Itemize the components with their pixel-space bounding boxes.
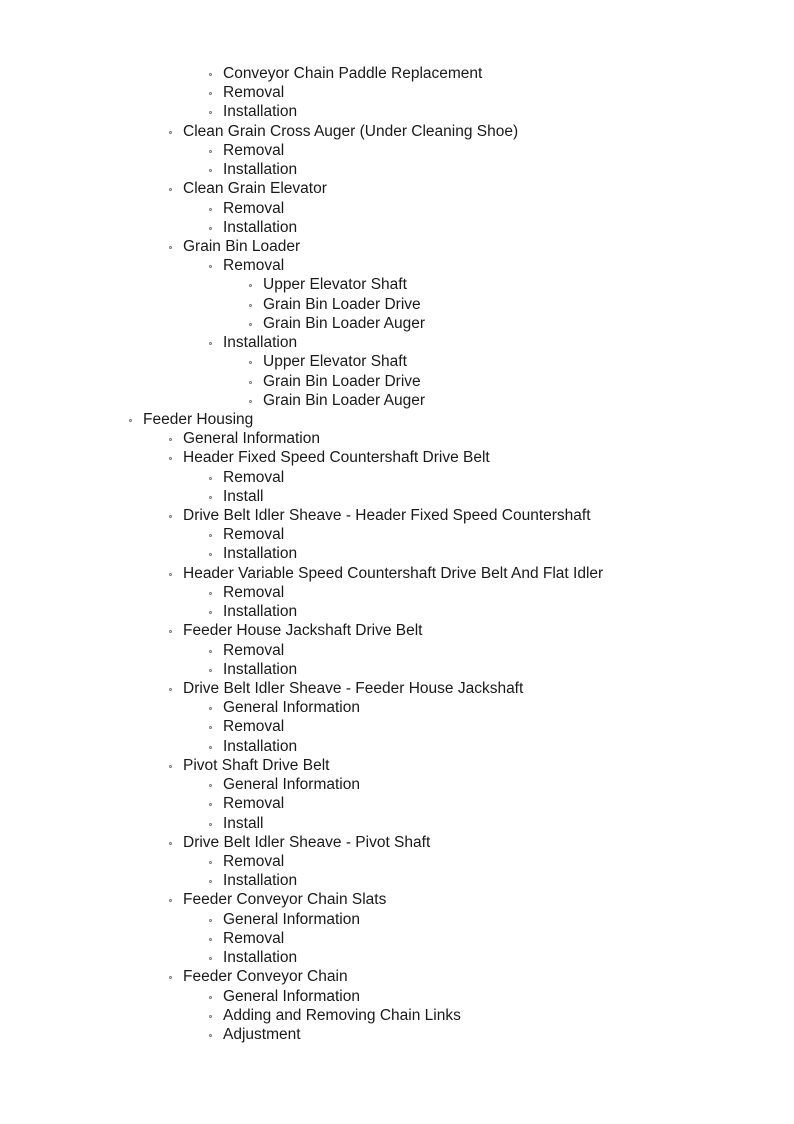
outline-item-text: Conveyor Chain Paddle Replacement (223, 65, 483, 82)
outline-item-level-3 (0, 775, 794, 794)
outline-item-level-2 (0, 506, 794, 525)
bullet-icon (249, 361, 252, 364)
outline-item-level-3 (0, 717, 794, 736)
bullet-icon (209, 996, 212, 999)
outline-item-level-3 (0, 1025, 794, 1044)
outline-item-text: Removal (223, 526, 285, 544)
outline-item-text: General Information (223, 987, 360, 1005)
bullet-icon (209, 957, 212, 960)
outline-item-level-2 (0, 564, 794, 583)
outline-item-level-4 (0, 391, 794, 410)
outline-item-level-3 (0, 333, 794, 352)
outline-item-text: General Information (223, 699, 360, 717)
outline-item-level-2 (0, 679, 794, 698)
outline-item-level-3 (0, 199, 794, 218)
outline-item-text: Clean Grain Cross Auger (Under Cleaning Shoe) (183, 122, 519, 140)
bullet-icon (209, 477, 212, 480)
bullet-icon (169, 765, 172, 768)
outline-item-level-2 (0, 890, 794, 909)
bullet-icon (169, 457, 172, 460)
outline-item-text: General Information (183, 430, 320, 448)
bullet-icon (169, 899, 172, 902)
bullet-icon (209, 861, 212, 864)
outline-item-text: Installation (223, 603, 298, 621)
outline-item-level-3 (0, 544, 794, 563)
outline-item-text: Grain Bin Loader Auger (263, 314, 425, 332)
outline-item-level-4 (0, 352, 794, 371)
outline-item-text: Installation (223, 218, 298, 236)
outline-item-text: Grain Bin Loader Auger (263, 391, 425, 409)
outline-item-text: Removal (223, 852, 285, 870)
outline-item-text: Upper Elevator Shaft (263, 353, 407, 371)
outline-item-text: Feeder Conveyor Chain (183, 968, 348, 986)
outline-item-level-4 (0, 295, 794, 314)
bullet-icon (209, 919, 212, 922)
bullet-icon (169, 246, 172, 249)
bullet-icon (209, 823, 212, 826)
outline-item-level-3 (0, 487, 794, 506)
bullet-icon (209, 534, 212, 537)
outline-item-text: General Information (223, 910, 360, 928)
outline-item-text: Installation (223, 872, 298, 890)
outline-item-level-3 (0, 929, 794, 948)
bullet-icon (169, 188, 172, 191)
outline-item-text: Removal (223, 84, 285, 102)
outline-item-text: Removal (223, 718, 285, 736)
bullet-icon (209, 726, 212, 729)
outline-item-level-3 (0, 141, 794, 160)
outline-item-text: Removal (223, 795, 285, 813)
bullet-icon (249, 381, 252, 384)
bullet-icon (209, 592, 212, 595)
outline-item-level-4 (0, 275, 794, 294)
bullet-icon (209, 746, 212, 749)
bullet-icon (209, 1034, 212, 1037)
outline-item-text: Feeder Housing (143, 410, 254, 428)
outline-item-text: Adjustment (223, 1025, 301, 1043)
outline-item-text: Drive Belt Idler Sheave - Header Fixed Speed Countershaft (183, 507, 591, 525)
outline-item-level-3 (0, 525, 794, 544)
bullet-icon (209, 265, 212, 268)
outline-item-text: Removal (223, 199, 285, 217)
bullet-icon (209, 784, 212, 787)
outline-item-level-2 (0, 429, 794, 448)
bullet-icon (209, 73, 212, 76)
outline-item-level-3 (0, 256, 794, 275)
bullet-icon (169, 438, 172, 441)
outline-item-text: Adding and Removing Chain Links (223, 1006, 461, 1024)
bullet-icon (209, 169, 212, 172)
outline-item-level-2 (0, 179, 794, 198)
bullet-icon (209, 208, 212, 211)
outline-item-text: Install (223, 487, 264, 505)
bullet-icon (209, 803, 212, 806)
bullet-icon (209, 1015, 212, 1018)
outline-item-text: Installation (223, 161, 298, 179)
outline-item-text: Installation (223, 737, 298, 755)
table-of-contents (0, 64, 794, 1044)
bullet-icon (169, 573, 172, 576)
outline-item-text: General Information (223, 776, 360, 794)
bullet-icon (209, 669, 212, 672)
outline-item-level-2 (0, 833, 794, 852)
bullet-icon (169, 688, 172, 691)
outline-item-text: Removal (223, 929, 285, 947)
outline-item-level-3 (0, 910, 794, 929)
outline-item-level-3 (0, 641, 794, 660)
bullet-icon (129, 419, 132, 422)
outline-item-level-3 (0, 948, 794, 967)
outline-item-level-3 (0, 987, 794, 1006)
outline-item-text: Removal (223, 141, 285, 159)
bullet-icon (209, 150, 212, 153)
outline-item-level-3 (0, 814, 794, 833)
outline-item-level-3 (0, 660, 794, 679)
outline-item-text: Removal (223, 583, 285, 601)
outline-item-text: Install (223, 814, 264, 832)
outline-item-text: Upper Elevator Shaft (263, 276, 407, 294)
outline-item-level-3 (0, 102, 794, 121)
outline-item-level-2 (0, 448, 794, 467)
outline-item-text: Header Variable Speed Countershaft Drive Belt And Flat Idler (183, 564, 604, 582)
bullet-icon (209, 707, 212, 710)
outline-item-level-3 (0, 218, 794, 237)
outline-item-level-2 (0, 756, 794, 775)
outline-item-level-3 (0, 852, 794, 871)
outline-item-text: Clean Grain Elevator (183, 180, 327, 198)
outline-item-level-3 (0, 83, 794, 102)
bullet-icon (209, 611, 212, 614)
outline-item-text: Grain Bin Loader Drive (263, 295, 421, 313)
outline-item-level-3 (0, 1006, 794, 1025)
bullet-icon (169, 842, 172, 845)
outline-item-text: Removal (223, 257, 285, 275)
outline-item-text: Removal (223, 641, 285, 659)
outline-item-level-3 (0, 698, 794, 717)
bullet-icon (169, 630, 172, 633)
outline-item-level-4 (0, 314, 794, 333)
outline-item-text: Installation (223, 949, 298, 967)
bullet-icon (209, 938, 212, 941)
outline-item-level-2 (0, 621, 794, 640)
bullet-icon (169, 515, 172, 518)
outline-item-level-3 (0, 468, 794, 487)
outline-item-level-3 (0, 871, 794, 890)
bullet-icon (209, 111, 212, 114)
outline-item-text: Removal (223, 468, 285, 486)
outline-item-level-3 (0, 64, 794, 83)
bullet-icon (209, 553, 212, 556)
outline-item-level-3 (0, 602, 794, 621)
bullet-icon (249, 323, 252, 326)
outline-item-level-2 (0, 237, 794, 256)
outline-item-level-3 (0, 737, 794, 756)
outline-item-text: Drive Belt Idler Sheave - Pivot Shaft (183, 833, 431, 851)
bullet-icon (209, 92, 212, 95)
bullet-icon (169, 976, 172, 979)
outline-item-level-1 (0, 410, 794, 429)
outline-item-text: Grain Bin Loader Drive (263, 372, 421, 390)
bullet-icon (209, 650, 212, 653)
bullet-icon (169, 131, 172, 134)
outline-item-level-2 (0, 967, 794, 986)
outline-item-text: Feeder Conveyor Chain Slats (183, 891, 387, 909)
outline-item-text: Installation (223, 660, 298, 678)
bullet-icon (209, 227, 212, 230)
outline-item-text: Pivot Shaft Drive Belt (183, 756, 330, 774)
outline-item-level-4 (0, 372, 794, 391)
outline-item-level-3 (0, 794, 794, 813)
bullet-icon (209, 880, 212, 883)
outline-item-level-3 (0, 583, 794, 602)
bullet-icon (249, 284, 252, 287)
outline-item-text: Installation (223, 545, 298, 563)
bullet-icon (249, 304, 252, 307)
bullet-icon (209, 342, 212, 345)
bullet-icon (209, 496, 212, 499)
outline-item-text: Feeder House Jackshaft Drive Belt (183, 622, 423, 640)
outline-item-text: Grain Bin Loader (183, 237, 301, 255)
outline-item-level-3 (0, 160, 794, 179)
outline-item-level-2 (0, 122, 794, 141)
outline-item-text: Installation (223, 334, 298, 352)
outline-item-text: Drive Belt Idler Sheave - Feeder House Jackshaft (183, 680, 524, 697)
bullet-icon (249, 400, 252, 403)
outline-item-text: Installation (223, 103, 298, 121)
outline-item-text: Header Fixed Speed Countershaft Drive Belt (183, 449, 490, 467)
